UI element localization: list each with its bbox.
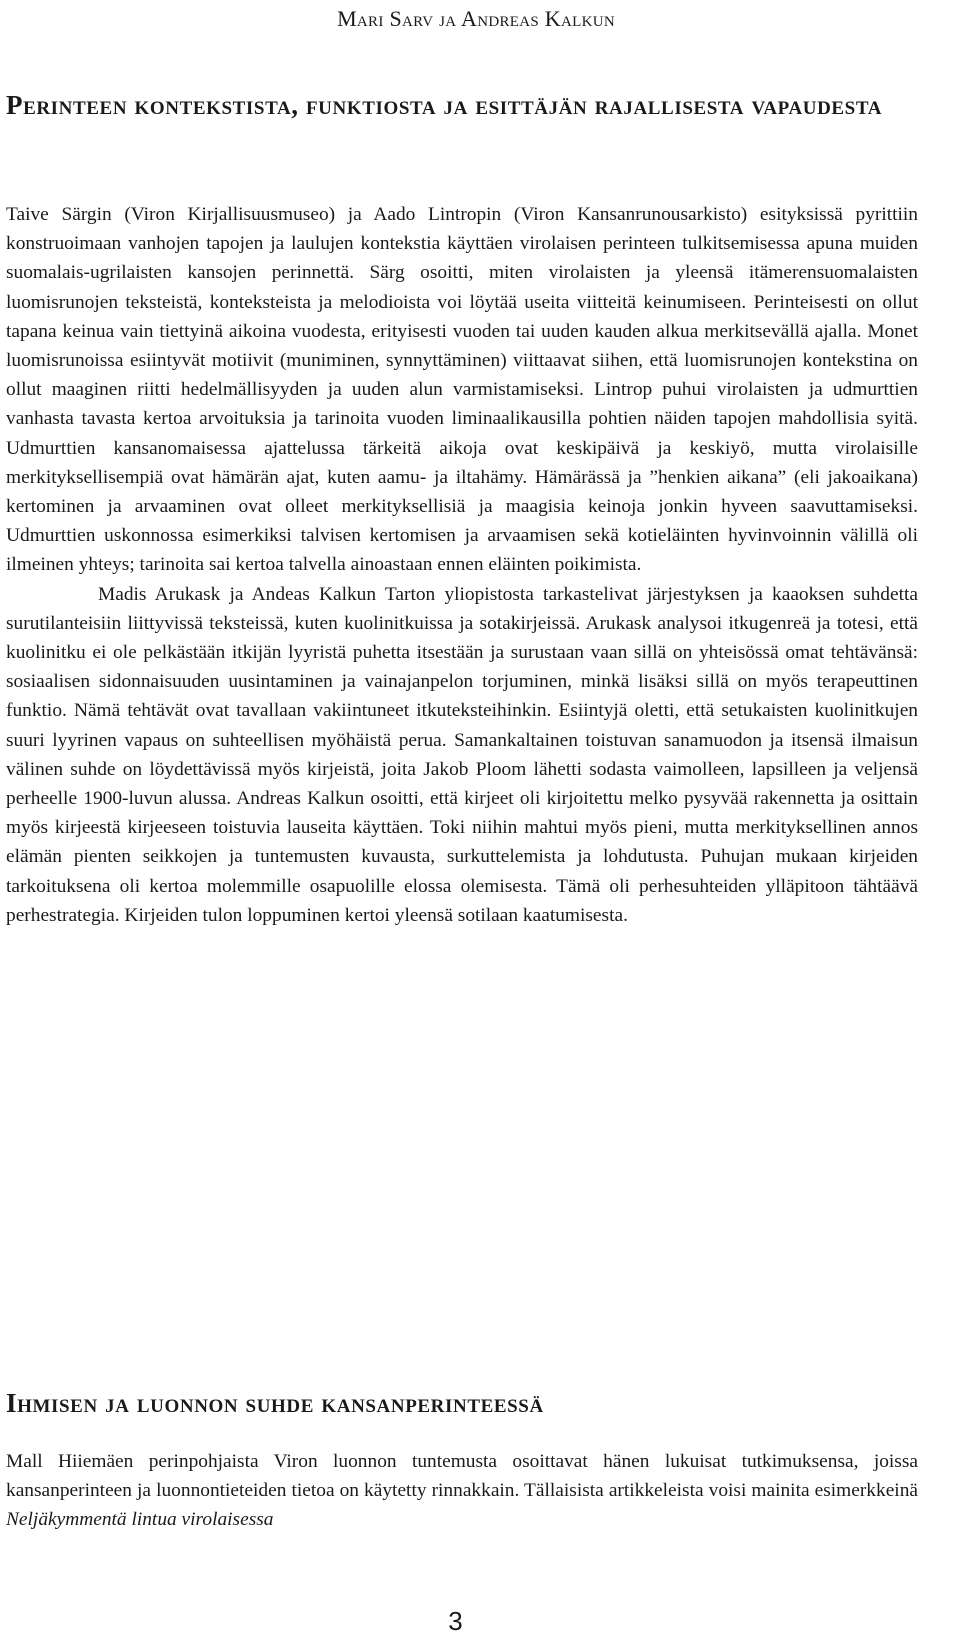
paragraph-hiiemae [6, 1447, 918, 1535]
page-number: 3 [448, 1606, 464, 1636]
section-body-tradition-context [6, 200, 918, 930]
paragraph-sarg-lintrop: Taive Särgin (Viron Kirjallisuusmuseo) ja Aado Lintropin (Viron Kansanrunousarkisto) esityksissä pyrittiin konstruoimaan vanhojen tapojen ja laulujen kontekstia käyttäen virolaisen perinteen tulkitsemisessa apuna muiden suomalais-ugrilaisten kansojen perinnettä. Särg osoitti, miten virolaisten ja yleensä itämerensuomalaisten luomisrunojen teksteistä, konteksteista ja melodioista voi löytää useita viitteitä keinumiseen. Perinteisesti on ollut tapana keinua vain tiettyinä aikoina vuodesta, erityisesti vuoden tai uuden kauden alkua merkitsevällä ajalla. Monet luomisrunoissa esiintyvät motiivit (muniminen, synnyttäminen) viittaavat siihen, että luomisrunojen kontekstina on ollut maaginen riitti hedelmällisyyden ja uuden alun varmistamiseksi. Lintrop puhui virolaisten ja udmurttien vanhasta tavasta kertoa arvoituksia ja tarinoita vuoden liminaalikausilla pohtien näiden tapojen mahdollisia syitä. Udmurttien kansanomaisessa ajattelussa tärkeitä aikoja ovat keskipäivä ja keskiyö, mutta virolaisille merkityksellisempiä ovat hämärän ajat, kuten aamu- ja iltahämy. Hämärässä ja ”henkien aikana” (eli jakoaikana) kertominen ja arvaaminen ovat olleet merkityksellisiä ja maagisia keinoja jonkin hyveen saavuttamiseksi. Udmurttien uskonnossa esimerkiksi talvisen kertomisen ja arvaamisen sekä kotieläinten hyvinvoinnin välillä oli ilmeinen yhteys; tarinoita sai kertoa talvella ainoastaan ennen eläinten poikimista. [6, 204, 918, 576]
running-head: Mari Sarv ja Andreas Kalkun [337, 6, 615, 31]
section-heading-tradition-context: Perinteen kontekstista, funktiosta ja esittäjän rajallisesta vapaudesta [6, 90, 883, 120]
paragraph-arukask-kalkun: Madis Arukask ja Andeas Kalkun Tarton yliopistosta tarkastelivat järjestyksen ja kaaoksen suhdetta surutilanteisiin liittyvissä teksteissä, kuten kuolinitkuissa ja sotakirjeissä. Arukask analysoi itkugenreä ja totesi, että kuolinitku ei ole pelkästään itkijän lyyristä puhetta itsestään ja surustaan vaan sillä on yhteisössä omat tehtävänsä: sosiaalisen sidonnaisuuden uusintaminen ja vainajanpelon torjuminen, minkä lisäksi sillä on myös terapeuttinen funktio. Nämä tehtävät ovat tavallaan vakiintuneet itkuteksteihinkin. Esiintyjä oletti, että setukaisten kuolinitkujen suuri lyyrinen vapaus on suhteellisen myöhäistä perua. Samankaltainen toistuvan sanamuodon ja itsensä ilmaisun välinen suhde on löydettävissä myös kirjeistä, joita Jakob Ploom lähetti sodasta vaimolleen, lapsilleen ja veljensä perheelle 1900-luvun alussa. Andreas Kalkun osoitti, että kirjeet oli kirjoitettu melko pysyvää rakennetta ja osittain myös kirjeestä kirjeeseen toistuvia lauseita käyttäen. Toki niihin mahtui myös pieni, mutta merkityksellinen annos elämän pienten seikkojen ja tuntemusten kuvausta, surkuttelemista ja lohdutusta. Puhujan mukaan kirjeiden tarkoituksena oli kertoa molemmille osapuolille elossa olemisesta. Tämä oli perhesuhteiden ylläpitoon tähtäävä perhestrategia. Kirjeiden tulon loppuminen kertoi yleensä sotilaan kaatumisesta. [6, 583, 918, 926]
article-title-italic: Neljäkymmentä lintua virolaisessa [6, 1509, 274, 1531]
section-heading-human-nature: Ihmisen ja luonnon suhde kansanperinteessä [6, 1388, 544, 1418]
paragraph-hiiemae-text: Mall Hiiemäen perinpohjaista Viron luonnon tuntemusta osoittavat hänen lukuisat tutkimuksensa, joissa kansanperinteen ja luonnontieteiden tietoa on käytetty rinnakkain. Tällaisista artikkeleista voisi mainita esimerkkeinä [6, 1451, 918, 1502]
section-body-human-nature [6, 1447, 918, 1535]
